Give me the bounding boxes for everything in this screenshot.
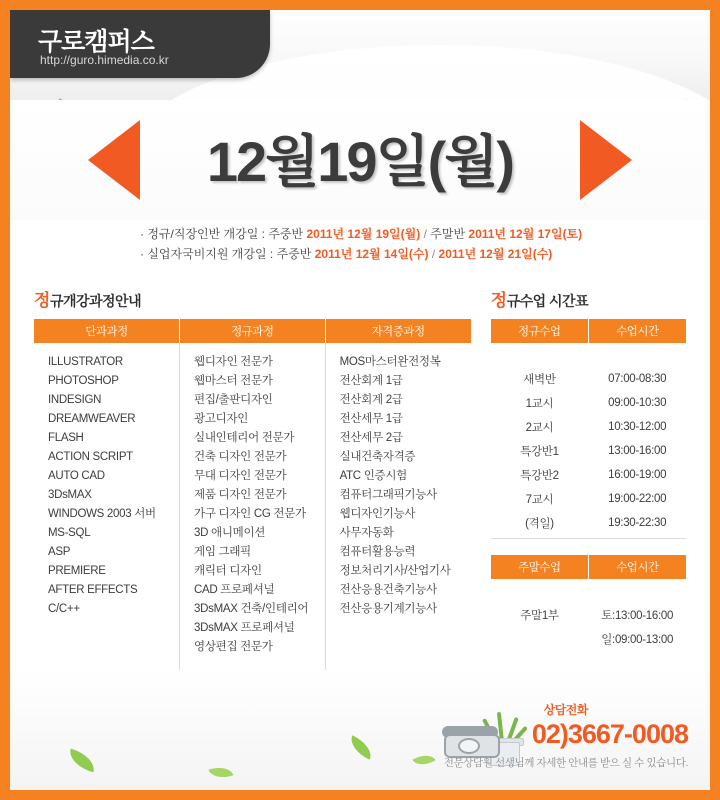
courses-section-title: [34, 286, 471, 311]
main-content: [10, 264, 710, 739]
weekend-group-time: 일:09:00-13:00: [601, 634, 674, 646]
list-item: 편집/출판디자인: [194, 394, 273, 406]
table-spacer-row: [491, 343, 686, 367]
schedule-note-row: [140, 224, 710, 244]
banner-date: 12월19일(월): [206, 130, 514, 193]
spacer-cell: [588, 579, 686, 603]
regular-header-cell: 수업시간: [588, 319, 686, 343]
list-item: FLASH: [48, 432, 84, 444]
courses-title-rest: 규개강과정안내: [49, 293, 142, 309]
page-header: [10, 10, 710, 100]
list-item: 웹디자인기능사: [339, 508, 416, 520]
timetable-title-rest: 규수업 시간표: [506, 293, 589, 309]
course-list-certificate: [326, 353, 471, 619]
courses-header-cell: 자격증과정: [325, 319, 471, 343]
courses-title-accent: 정: [34, 291, 50, 310]
phone-note: 전문상담원 선생님께 자세한 안내를 받으 실 수 있습니다.: [443, 757, 688, 769]
regular-class-time: 19:00-22:00: [608, 493, 667, 505]
timetable-title-accent: 정: [490, 291, 507, 310]
regular-class-time: 19:30-22:30: [588, 511, 686, 539]
list-item: 사무자동화: [339, 527, 394, 539]
regular-class-time: 09:00-10:30: [608, 397, 667, 409]
weekend-header-row: [491, 555, 686, 579]
schedule-note-label: · 정규/직장인반 개강일 :: [140, 227, 265, 241]
spacer-cell: [491, 579, 589, 603]
timetable-section-title: [491, 286, 686, 311]
list-item: 무대 디자인 전문가: [194, 470, 287, 482]
list-item: 실내인테리어 전문가: [194, 432, 295, 444]
phone-label: 상담전화: [543, 703, 588, 717]
schedule-separator: /: [423, 227, 427, 241]
courses-header-cell: 정규과정: [180, 319, 326, 343]
list-item: 3DsMAX 건축/인테리어: [194, 603, 309, 615]
courses-table: [34, 319, 471, 672]
weekday-value: 2011년 12월 19일(월): [306, 227, 421, 241]
list-item: 전산세무 2급: [339, 432, 403, 444]
list-item: 웹디자인 전문가: [194, 356, 273, 368]
list-item: WINDOWS 2003 서버: [48, 508, 156, 520]
list-item: 제품 디자인 전문가: [194, 489, 287, 501]
campus-title: 구로캠퍼스: [38, 28, 154, 56]
list-item: 정보처리기사/산업기사: [339, 565, 451, 577]
schedule-notes: [10, 224, 710, 264]
phone-number: 02)3667-0008: [531, 719, 688, 749]
weekend-value: 2011년 12월 17일(토): [468, 227, 583, 241]
weekend-group-name: 주말1부: [520, 610, 559, 622]
list-item: 컴퓨터활용능력: [339, 546, 416, 558]
list-item: 광고디자인: [194, 413, 249, 425]
course-list-regular: [180, 353, 325, 657]
weekday-label: 주중반: [268, 227, 304, 241]
weekend-label: 주말반: [430, 227, 466, 241]
list-item: ASP: [48, 546, 71, 558]
list-item: 3D 애니메이션: [194, 527, 266, 539]
courses-col-certificate: [325, 343, 471, 672]
campus-url[interactable]: http://guro.himedia.co.kr: [40, 53, 169, 67]
list-item: MS-SQL: [48, 527, 91, 539]
list-item: CAD 프로페셔널: [194, 584, 275, 596]
regular-class-time: 16:00-19:00: [608, 469, 667, 481]
telephone-dial: [458, 738, 480, 754]
spacer-cell: [491, 343, 589, 367]
regular-class-time: 13:00-16:00: [608, 445, 667, 457]
table-row: [491, 511, 686, 539]
list-item: MOS마스터완전정복: [339, 356, 441, 368]
weekend-header-cell: 주말수업: [491, 555, 589, 579]
regular-class-name: 1교시: [525, 398, 554, 410]
weekend-group-time: 토:13:00-16:00: [601, 610, 674, 622]
table-row: [491, 603, 686, 627]
regular-timetable: [491, 319, 686, 539]
list-item: 실내건축자격증: [339, 451, 416, 463]
list-item: AFTER EFFECTS: [48, 584, 138, 596]
regular-class-name: 새벽반: [523, 374, 556, 386]
weekend-group-name-empty: [491, 627, 589, 651]
courses-header-cell: 단과과정: [34, 319, 180, 343]
list-item: 전산응용기계기능사: [339, 603, 437, 615]
list-item: 캐릭터 디자인: [194, 565, 262, 577]
table-row: [491, 627, 686, 651]
regular-class-name: 특강반1: [520, 446, 559, 458]
table-row: [491, 439, 686, 463]
list-item: ACTION SCRIPT: [48, 451, 133, 463]
regular-class-name: 2교시: [525, 422, 554, 434]
regular-class-name: (격일): [491, 511, 589, 539]
course-list-single: [34, 353, 179, 619]
list-item: 3DsMAX: [48, 489, 92, 501]
table-row: [491, 487, 686, 511]
schedule-note-row: [140, 244, 710, 264]
list-item: PREMIERE: [48, 565, 106, 577]
list-item: 게임 그래픽: [194, 546, 251, 558]
table-row: [491, 367, 686, 391]
table-spacer-row: [491, 579, 686, 603]
weekday-label: 주중반: [276, 247, 312, 261]
list-item: 건축 디자인 전문가: [194, 451, 287, 463]
list-item: 웹마스터 전문가: [194, 375, 273, 387]
regular-header-row: [491, 319, 686, 343]
list-item: 전산응용건축기능사: [339, 584, 437, 596]
list-item: ILLUSTRATOR: [48, 356, 123, 368]
table-row: [491, 415, 686, 439]
regular-class-time: 07:00-08:30: [608, 373, 667, 385]
weekend-header-cell: 수업시간: [588, 555, 686, 579]
list-item: 3DsMAX 프로페셔널: [194, 622, 295, 634]
regular-class-time: 10:30-12:00: [608, 421, 667, 433]
list-item: 가구 디자인 CG 전문가: [194, 508, 306, 520]
table-row: [491, 463, 686, 487]
list-item: C/C++: [48, 603, 80, 615]
courses-col-single: [34, 343, 180, 672]
regular-class-name: 특강반2: [520, 470, 559, 482]
list-item: PHOTOSHOP: [48, 375, 119, 387]
date-banner: [10, 100, 710, 220]
list-item: 컴퓨터그래픽기능사: [339, 489, 437, 501]
table-row: [491, 391, 686, 415]
schedule-note-label: · 실업자국비지원 개강일 :: [140, 247, 274, 261]
regular-class-name: 7교시: [525, 494, 554, 506]
schedule-separator: /: [431, 247, 436, 261]
spacer-cell: [588, 343, 686, 367]
weekend-value: 2011년 12월 21일(수): [438, 247, 553, 261]
page-footer: [10, 670, 710, 790]
list-item: AUTO CAD: [48, 470, 105, 482]
list-item: DREAMWEAVER: [48, 413, 136, 425]
list-item: 전산세무 1급: [339, 413, 403, 425]
courses-col-regular: [180, 343, 326, 672]
telephone-icon: [442, 716, 498, 758]
list-item: ATC 인증시험: [339, 470, 407, 482]
courses-header-row: [34, 319, 471, 343]
list-item: 영상편집 전문가: [194, 641, 273, 653]
list-item: 전산회계 1급: [339, 375, 403, 387]
weekday-value: 2011년 12월 14일(수): [314, 247, 429, 261]
regular-header-cell: 정규수업: [491, 319, 589, 343]
list-item: 전산회계 2급: [339, 394, 403, 406]
courses-body-row: [34, 343, 471, 672]
list-item: INDESIGN: [48, 394, 102, 406]
